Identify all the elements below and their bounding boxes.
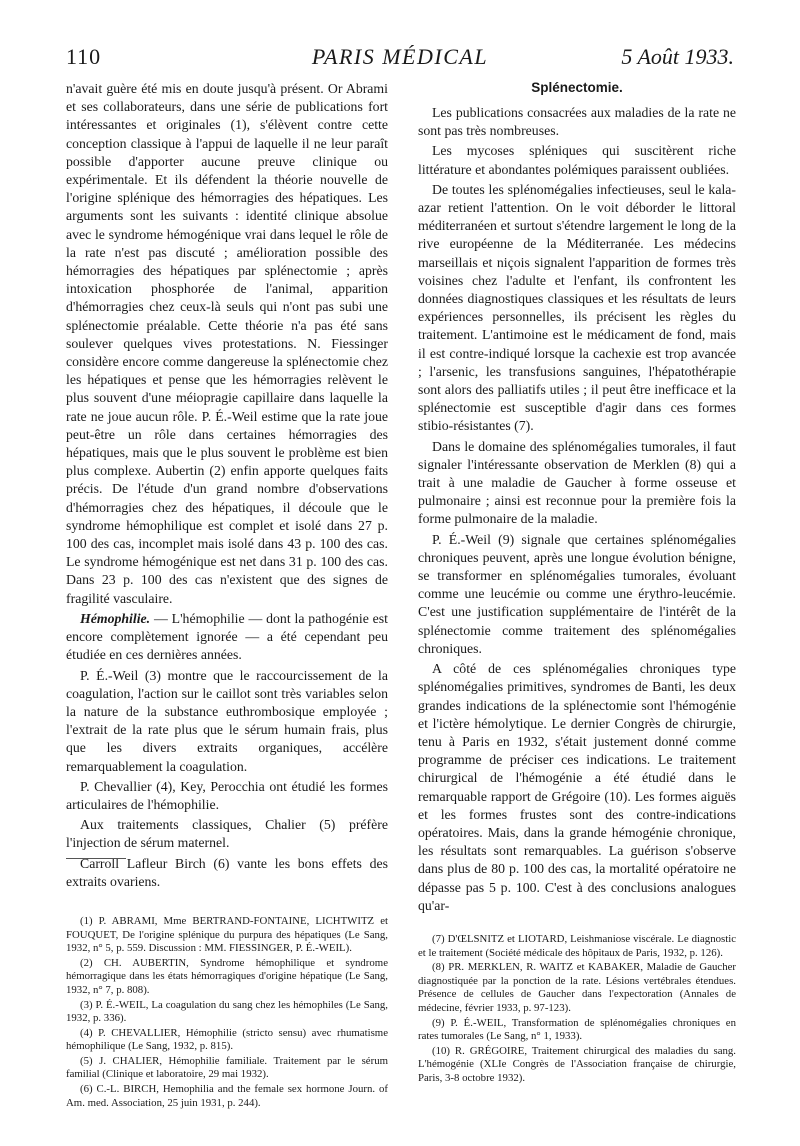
footnote: (9) P. É.-WEIL, Transformation de splénomégalies chroniques en rates tumorales (Le Sang, n° 1, 1933). <box>418 1016 736 1043</box>
footnote: (5) J. CHALIER, Hémophilie familiale. Traitement par le sérum familial (Clinique et laboratoire, 29 mai 1932). <box>66 1054 388 1081</box>
footnote-rule-left <box>66 858 126 859</box>
footnote: (3) P. É.-WEIL, La coagulation du sang chez les hémophiles (Le Sang, 1932, p. 336). <box>66 998 388 1025</box>
paragraph: De toutes les splénomégalies infectieuses, seul le kala-azar retient l'attention. On le voit déborder le littoral méditerranéen et surtout s'étendre largement le long de la rive européenne de la Méditerranée. Les médecins marseillais et niçois signalent l'apparition de formes très voisines chez l'adulte et l'enfant, ils confrontent les données diagnostiques classiques et les résultats de leurs expériences personnelles, ils précisent les règles du traitement. L'antimoine est le médicament de fond, mais il est contre-indiqué lorsque la cachexie est trop avancée ; l'arsenic, les transfusions sanguines, l'hépatothérapie sont alors des palliatifs utiles ; il peut être inefficace et la splénectomie est susceptible d'agir dans ces formes stibio-résistantes (7). <box>418 181 736 434</box>
right-column <box>418 80 736 1086</box>
paragraph: P. É.-Weil (9) signale que certaines splénomégalies chroniques peuvent, après une longue évolution bénigne, se transformer en splénomégalies tumorales, évoluant comme une leucémie ou comme une érythro-leucémie. C'est une justification supplémentaire de l'intérêt de la splénectomie comme traitement des splénomégalies chroniques. <box>418 531 736 656</box>
footnote: (1) P. ABRAMI, Mme BERTRAND-FONTAINE, LICHTWITZ et FOUQUET, De l'origine splénique du purpura des hépatiques (Le Sang, 1932, n° 5, p. 559. Discussion : MM. FIESSINGER, P. É.-WEIL). <box>66 914 388 955</box>
left-body-text <box>66 80 388 891</box>
section-title: Splénectomie. <box>531 80 623 95</box>
paragraph: n'avait guère été mis en doute jusqu'à présent. Or Abrami et ses collaborateurs, dans une série de publications fort intéressantes et originales (1), s'élèvent contre cette conception classique à l'appui de laquelle il ne leur paraît possible d'apporter aucune preuve clinique ou expérimentale. Et ils défendent la théorie nouvelle de l'origine splénique des hémorragies des hépatiques. Les arguments sont les suivants : identité clinique absolue avec le syndrome hémogénique vrai dans lequel le rôle de la rate n'est pas discuté ; amélioration possible des hémorragies des hépatiques par splénectomie ; après intoxication phosphorée de l'animal, apparition d'hémorragies chez ceux-là seuls qui n'ont pas subi une splénectomie préalable. Cette théorie n'a pas été sans soulever quelques vives protestations. N. Fiessinger considère encore comme dangereuse la splénectomie chez les hépatiques et pense que les hémorragies relèvent le plus souvent d'une méiopragie capillaire dans laquelle la rate ne joue aucun rôle. P. É.-Weil estime que la rate joue peut-être un rôle dans certaines hémorragies des hépatiques, mais que le plus souvent le problème est bien plus complexe. Aubertin (2) enfin apporte quelques faits précis. De l'étude d'un grand nombre d'observations d'hémorragies chez des hépatiques, il découle que le syndrome hémophilique est complet et isolé dans 27 p. 100 des cas, incomplet mais isolé dans 43 p. 100 des cas. Le syndrome hémogénique est net dans 31 p. 100 des cas. Dans 23 p. 100 des cas n'existent que des signes de fragilité vasculaire. <box>66 81 388 606</box>
footnote: (4) P. CHEVALLIER, Hémophilie (stricto sensu) avec rhumatisme hémophilique (Le Sang, 1932, p. 815). <box>66 1026 388 1053</box>
paragraph: Dans le domaine des splénomégalies tumorales, il faut signaler l'intéressante observation de Merklen (8) qui a trait à une maladie de Gaucher à forme osseuse et pulmonaire ; ainsi est reconnue pour la première fois la forme pulmonaire de la maladie. <box>418 438 736 527</box>
footnote: (2) CH. AUBERTIN, Syndrome hémophilique et syndrome hémorragique dans les états hémorragiques d'origine hépatique (Le Sang, 1932, n° 7, p. 808). <box>66 956 388 996</box>
paragraph: Aux traitements classiques, Chalier (5) préfère l'injection de sérum maternel. <box>66 817 388 851</box>
paragraph-text: — L'hémophilie — dont la pathogénie est encore complètement ignorée — a été cependant peu étudiée en ces dernières années. <box>66 610 389 663</box>
right-footnotes <box>418 933 736 1086</box>
paragraph: Les publications consacrées aux maladies de la rate ne sont pas très nombreuses. <box>418 105 736 139</box>
paragraph: Carroll Lafleur Birch (6) vante les bons effets des extraits ovariens. <box>66 855 388 889</box>
issue-date: 5 Août 1933. <box>621 44 734 69</box>
paragraph: A côté de ces splénomégalies chroniques type splénomégalies primitives, syndromes de Banti, les deux grandes indications de la splénectomie sont l'hémogénie et l'ictère hémolytique. Le dernier Congrès de chirurgie, tenu à Paris en 1932, s'était justement donné comme programme de préciser ces indications. Le traitement chirurgical de l'hémogénie a été étudié dans le remarquable rapport de Grégoire (10). Les formes aiguës et les formes frustes sont des contre-indications opératoires. Mais, dans la grande hémogénie chronique, les résultats sont remarquables. La guérison s'observe dans plus de 80 p. 100 des cas, la mortalité opératoire ne dépasse pas 5 p. 100. C'est à des conclusions analogues qu'ar- <box>418 661 736 913</box>
run-in-heading: Hémophilie. <box>80 610 151 626</box>
left-column <box>66 80 388 1111</box>
paragraph: P. Chevallier (4), Key, Perocchia ont étudié les formes articulaires de l'hémophilie. <box>66 778 388 812</box>
page-number: 110 <box>66 44 102 69</box>
spacer <box>66 893 388 915</box>
page-header <box>66 44 734 74</box>
footnote: (8) PR. MERKLEN, R. WAITZ et KABAKER, Maladie de Gaucher diagnostiquée par la ponction de la rate. Lésions vertébrales étendues. Présence de cellules de Gaucher dans l'expectoration (Annales de médecine, février 1933, p. 97-123). <box>418 961 736 1014</box>
footnote: (7) D'ŒLSNITZ et LIOTARD, Leishmaniose viscérale. Le diagnostic et le traitement (Société médicale des hôpitaux de Paris, 1932, p. 126). <box>418 932 736 959</box>
spacer <box>418 917 736 933</box>
left-footnotes <box>66 915 388 1110</box>
footnote: (10) R. GRÉGOIRE, Traitement chirurgical des maladies du sang. L'hémogénie (XLIe Congrès de l'Association française de chirurgie, Paris, 3-8 octobre 1932). <box>418 1044 736 1084</box>
footnote: (6) C.-L. BIRCH, Hemophilia and the female sex hormone Journ. of Am. med. Association, 25 juin 1931, p. 244). <box>66 1083 388 1109</box>
right-body-text <box>418 104 736 915</box>
paragraph-hemophilie <box>66 610 388 665</box>
journal-title: PARIS MÉDICAL <box>311 44 489 69</box>
paragraph: P. É.-Weil (3) montre que le raccourcissement de la coagulation, l'action sur le caillot sont très variables selon la nature de la substance euthrombosique employée ; l'extrait de la rate plus que le sérum humain frais, plus que les divers extraits organiques, accélère remarquablement la coagulation. <box>66 667 388 774</box>
paragraph: Les mycoses spléniques qui suscitèrent riche littérature et abondantes polémiques paraissent oubliées. <box>418 143 736 177</box>
